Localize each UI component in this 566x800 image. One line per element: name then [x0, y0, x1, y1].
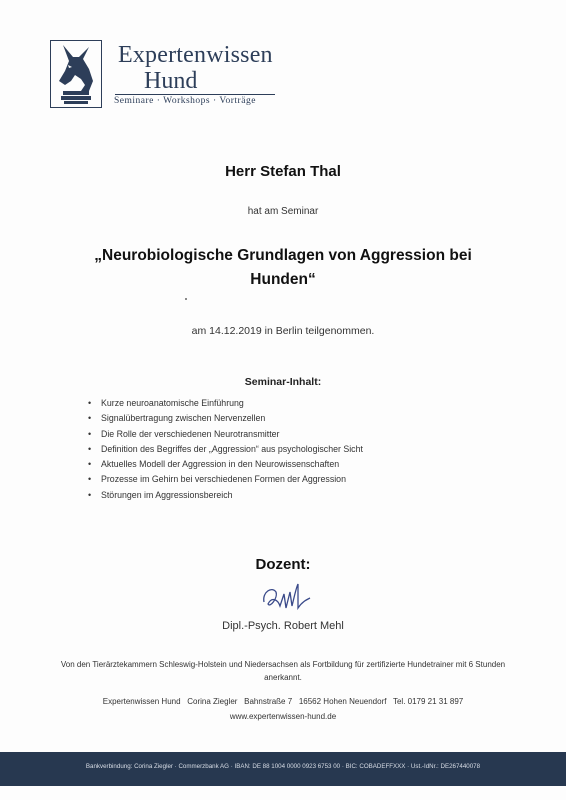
logo-tagline: Seminare · Workshops · Vorträge: [114, 96, 256, 106]
fox-with-books-icon: [50, 40, 102, 108]
logo-subtitle: Hund: [144, 68, 198, 94]
date-line: am 14.12.2019 in Berlin teilgenommen.: [191, 325, 375, 337]
seminar-title: „Neurobiologische Grundlagen von Aggression bei Hunden“: [94, 247, 472, 288]
lecturer-heading: Dozent:: [255, 556, 311, 573]
scan-speck: [185, 298, 187, 300]
logo-divider: [115, 94, 275, 95]
logo-title: Expertenwissen: [118, 42, 273, 68]
recipient-name: Herr Stefan Thal: [225, 163, 341, 180]
address-line: Expertenwissen Hund Corina Ziegler Bahnstraße 7 16562 Hohen Neuendorf Tel. 0179 21 31 897: [102, 697, 464, 706]
lecturer-name: Dipl.-Psych. Robert Mehl: [222, 620, 344, 632]
bank-details: Bankverbindung: Corina Ziegler · Commerzbank AG · IBAN: DE 88 1004 0000 0923 6753 00 · BIC: COBADEFFXXX · Ust.-IdNr.: DE267440078: [85, 763, 481, 770]
list-item: • Prozesse im Gehirn bei verschiedenen Formen der Aggression: [84, 472, 363, 487]
list-item: • Aktuelles Modell der Aggression in den Neurowissenschaften: [84, 457, 363, 472]
accreditation-note: Von den Tierärztekammern Schleswig-Holstein und Niedersachsen als Fortbildung für zertifizierte Hundetrainer mit 6 Stunden anerkannt.: [60, 660, 506, 682]
signature: [258, 578, 318, 623]
website-link: www.expertenwissen-hund.de: [229, 712, 337, 721]
list-item: • Definition des Begriffes der „Aggression“ aus psychologischer Sicht: [84, 442, 363, 457]
content-heading: Seminar-Inhalt:: [244, 376, 322, 388]
list-item: • Signalübertragung zwischen Nervenzellen: [84, 411, 363, 426]
content-list: [84, 396, 363, 503]
logo: [50, 40, 280, 110]
list-item: • Störungen im Aggressionsbereich: [84, 488, 363, 503]
list-item: • Die Rolle der verschiedenen Neurotransmitter: [84, 427, 363, 442]
intro-text: hat am Seminar: [247, 206, 319, 217]
list-item: • Kurze neuroanatomische Einführung: [84, 396, 363, 411]
footer-bar: [0, 752, 566, 786]
